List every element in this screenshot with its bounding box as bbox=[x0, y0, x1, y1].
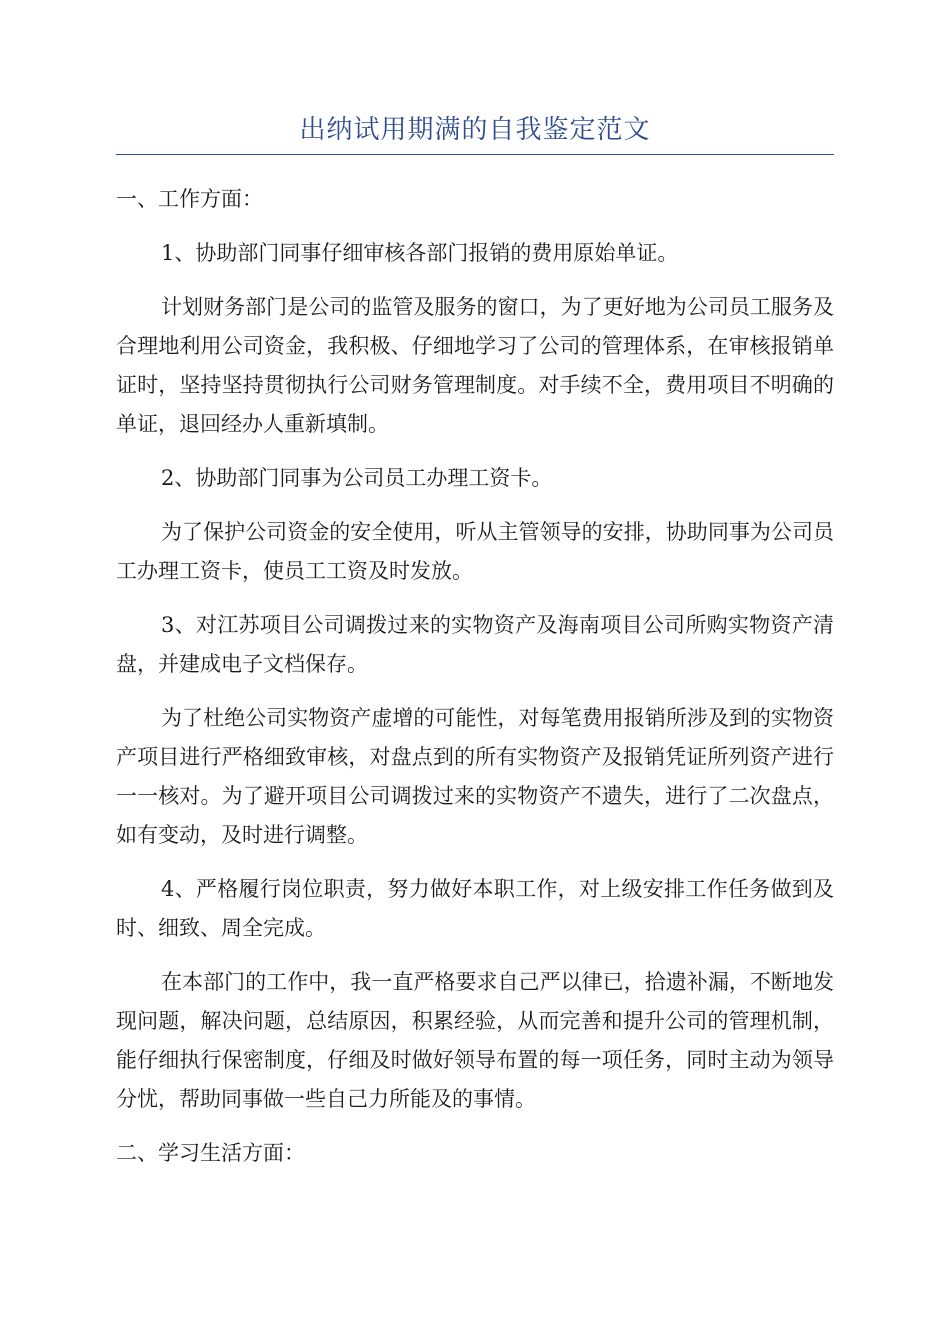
body-paragraph: 为了保护公司资金的安全使用，听从主管领导的安排，协助同事为公司员工办理工资卡，使员工工资及时发放。 bbox=[116, 520, 834, 583]
document-body bbox=[116, 180, 834, 1188]
item-heading-1: 1、协助部门同事仔细审核各部门报销的费用原始单证。 bbox=[161, 241, 679, 265]
title-underline bbox=[116, 154, 834, 155]
body-paragraph: 计划财务部门是公司的监管及服务的窗口，为了更好地为公司员工服务及合理地利用公司资金，我积极、仔细地学习了公司的管理体系，在审核报销单证时，坚持坚持贯彻执行公司财务管理制度。对手续不全，费用项目不明确的单证，退回经办人重新填制。 bbox=[116, 295, 834, 436]
item-heading-3: 3、对江苏项目公司调拨过来的实物资产及海南项目公司所购实物资产清盘，并建成电子文档保存。 bbox=[116, 613, 834, 676]
document-title: 出纳试用期满的自我鉴定范文 bbox=[299, 115, 651, 145]
section-heading-study-life: 二、学习生活方面： bbox=[116, 1141, 305, 1165]
section-heading-work: 一、工作方面： bbox=[116, 187, 263, 211]
item-heading-2: 2、协助部门同事为公司员工办理工资卡。 bbox=[161, 466, 553, 490]
body-paragraph: 为了杜绝公司实物资产虚增的可能性，对每笔费用报销所涉及到的实物资产项目进行严格细致审核，对盘点到的所有实物资产及报销凭证所列资产进行一一核对。为了避开项目公司调拨过来的实物资产不遗失，进行了二次盘点，如有变动，及时进行调整。 bbox=[116, 706, 834, 847]
body-paragraph: 在本部门的工作中，我一直严格要求自己严以律已，拾遗补漏，不断地发现问题，解决问题，总结原因，积累经验，从而完善和提升公司的管理机制，能仔细执行保密制度，仔细及时做好领导布置的每一项任务，同时主动为领导分忧，帮助同事做一些自己力所能及的事情。 bbox=[116, 970, 834, 1111]
item-heading-4: 4、严格履行岗位职责，努力做好本职工作，对上级安排工作任务做到及时、细致、周全完成。 bbox=[116, 877, 834, 940]
